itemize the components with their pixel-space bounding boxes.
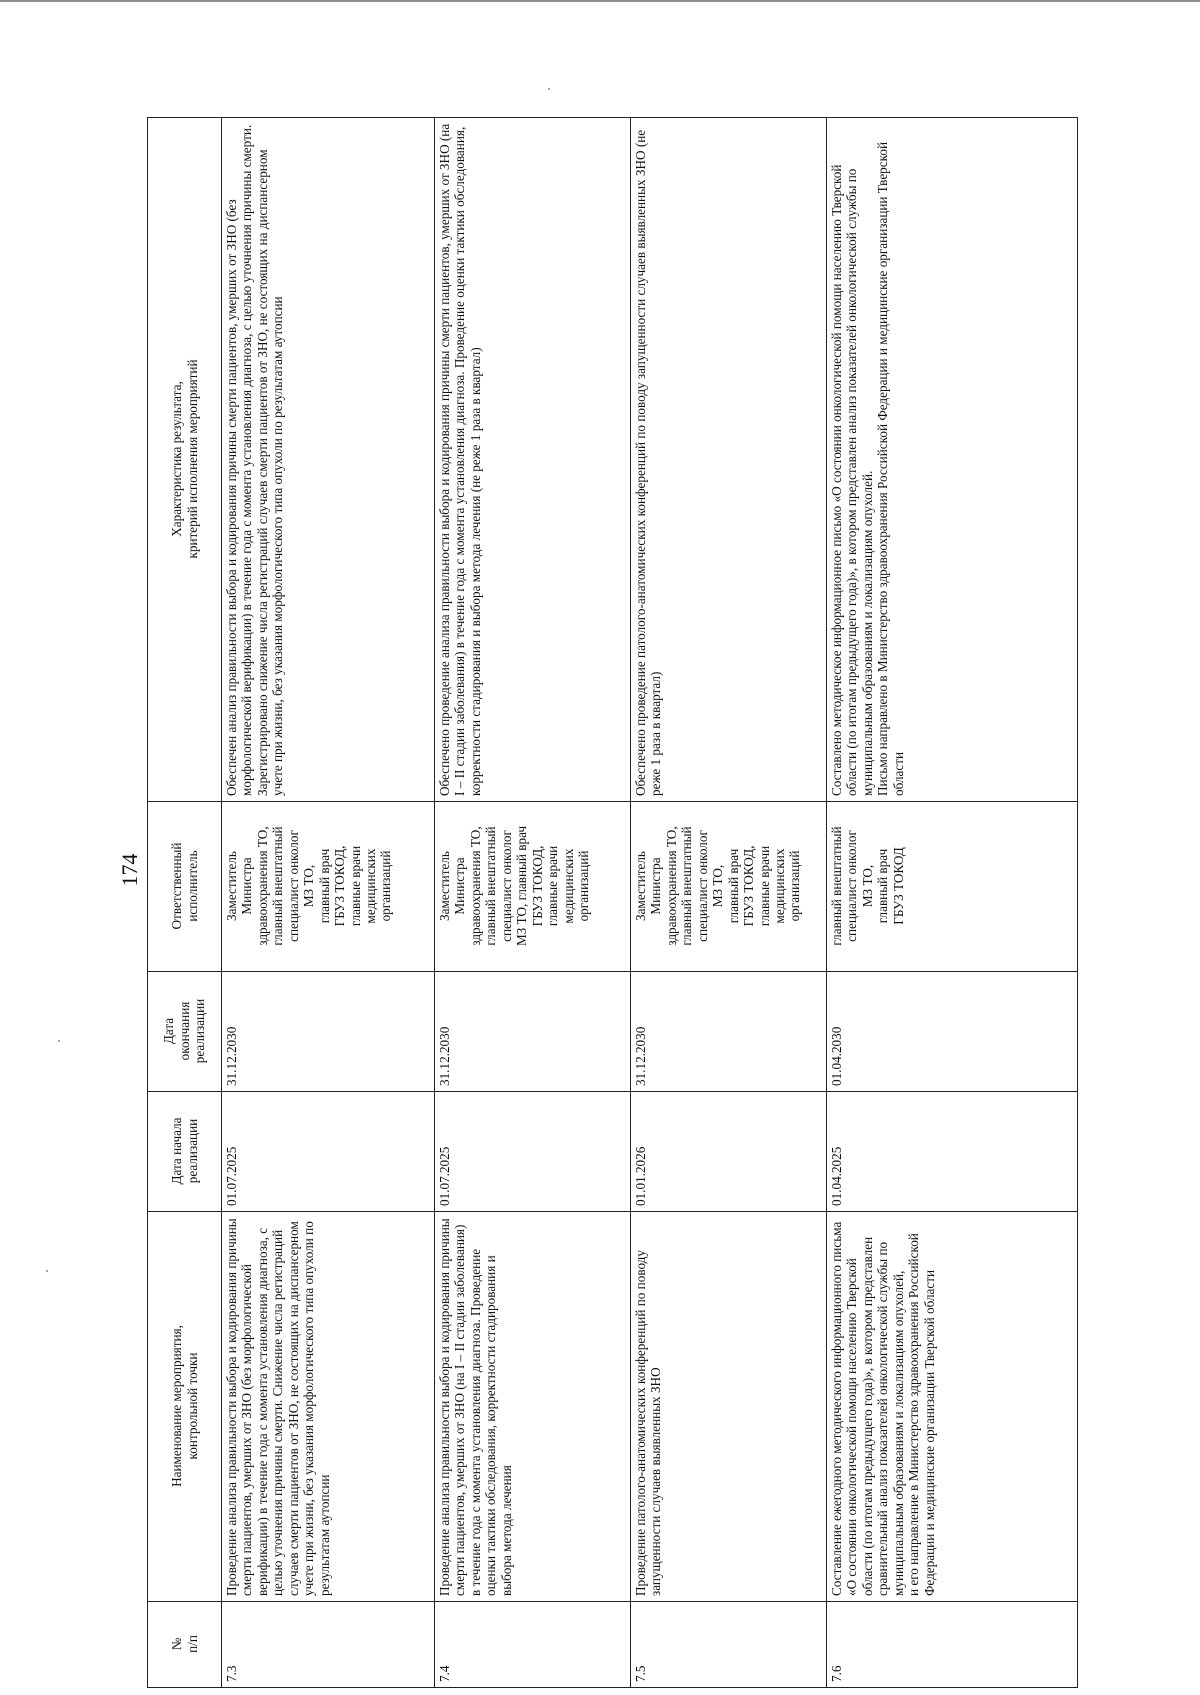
start-date: 01.04.2025 (827, 1092, 1078, 1212)
activity-name: Проведение анализа правильности выбора и кодирования причины смерти пациентов, умерших от ЗНО (без морфологической верификации) в течение года с момента установления диагноза, с целью уточнения причины смерти. Снижение числа регистраций случаев смерти пациентов от ЗНО, не состоящих на диспансерном учете при жизни, без указания морфологического типа опухоли по результатам аутопсии (222, 1212, 435, 1602)
scan-top-edge (0, 0, 1200, 2)
row-number: 7.3 (222, 1602, 435, 1688)
row-number: 7.6 (827, 1602, 1078, 1688)
rotated-table-container (147, 118, 1077, 1688)
result-description: Обеспечено проведение патолого-анатомических конференций по поводу запущенности случаев выявленных ЗНО (не реже 1 раза в квартал) (631, 118, 827, 802)
header-start-date: Дата начала реализации (148, 1092, 222, 1212)
result-description: Составлено методическое информационное письмо «О состоянии онкологической помощи населению Тверской области (по итогам предыдущего года)», в котором представлен анализ показателей онкологической службы по муниципальным образованиям и локализациям опухолей. Письмо направлено в Министерство здравоохранения Российской Федерации и медицинские организации Тверской области (827, 118, 1078, 802)
header-responsible: Ответственный исполнитель (148, 802, 222, 972)
table-row (827, 118, 1078, 1688)
header-activity-name: Наименование мероприятия, контрольной точки (148, 1212, 222, 1602)
header-number: № п/п (148, 1602, 222, 1688)
table-row (435, 118, 631, 1688)
table-row (222, 118, 435, 1688)
result-description: Обеспечено проведение анализа правильности выбора и кодирования причины смерти пациентов, умерших от ЗНО (на I – II стадии заболевания) в течение года с момента установления диагноза. Проведение оценки тактики обследования, корректности стадирования и выбора метода лечения (не реже 1 раза в квартал) (435, 118, 631, 802)
responsible: Заместитель Министра здравоохранения ТО, главный внештатный специалист онколог МЗ ТО, главный врач ГБУЗ ТОКОД, главные врачи медицинских организаций (222, 802, 435, 972)
scan-speck (58, 1040, 60, 1042)
result-description: Обеспечен анализ правильности выбора и кодирования причины смерти пациентов, умерших от ЗНО (без морфологической верификации) в течение года с момента установления диагноза, с целью уточнения причины смерти. Зарегистрировано снижение числа регистраций случаев смерти пациентов от ЗНО, не состоящих на диспансерном учете при жизни, без указания морфологического типа опухоли по результатам аутопсии (222, 118, 435, 802)
responsible: Заместитель Министра здравоохранения ТО, главный внештатный специалист онколог МЗ ТО, главный врач ГБУЗ ТОКОД, главные врачи медицинских организаций (435, 802, 631, 972)
scan-speck (548, 88, 550, 90)
responsible: Заместитель Министра здравоохранения ТО, главный внештатный специалист онколог МЗ ТО, главный врач ГБУЗ ТОКОД, главные врачи медицинских организаций (631, 802, 827, 972)
header-result: Характеристика результата, критерий исполнения мероприятий (148, 118, 222, 802)
header-end-date: Дата окончания реализации (148, 972, 222, 1092)
row-number: 7.5 (631, 1602, 827, 1688)
start-date: 01.07.2025 (222, 1092, 435, 1212)
activities-table (147, 117, 1078, 1688)
scan-speck (46, 1270, 48, 1272)
activity-name: Проведение патолого-анатомических конференций по поводу запущенности случаев выявленных ЗНО (631, 1212, 827, 1602)
end-date: 01.04.2030 (827, 972, 1078, 1092)
end-date: 31.12.2030 (222, 972, 435, 1092)
page-number: 174 (117, 853, 142, 887)
activity-name: Составление ежегодного методического информационного письма «О состоянии онкологической помощи населению Тверской области (по итогам предыдущего года)», в котором представлен сравнительный анализ показателей онкологической службы по муниципальным образованиям и локализациям опухолей, и его направление в Министерство здравоохранения Российской Федерации и медицинские организации Тверской области (827, 1212, 1078, 1602)
table-header-row (148, 118, 222, 1688)
table-row (631, 118, 827, 1688)
row-number: 7.4 (435, 1602, 631, 1688)
end-date: 31.12.2030 (631, 972, 827, 1092)
activity-name: Проведение анализа правильности выбора и кодирования причины смерти пациентов, умерших от ЗНО (на I – II стадии заболевания) в течение года с момента установления диагноза. Проведение оценки тактики обследования, корректности стадирования и выбора метода лечения (435, 1212, 631, 1602)
end-date: 31.12.2030 (435, 972, 631, 1092)
start-date: 01.01.2026 (631, 1092, 827, 1212)
start-date: 01.07.2025 (435, 1092, 631, 1212)
responsible: главный внештатный специалист онколог МЗ ТО, главный врач ГБУЗ ТОКОД (827, 802, 1078, 972)
